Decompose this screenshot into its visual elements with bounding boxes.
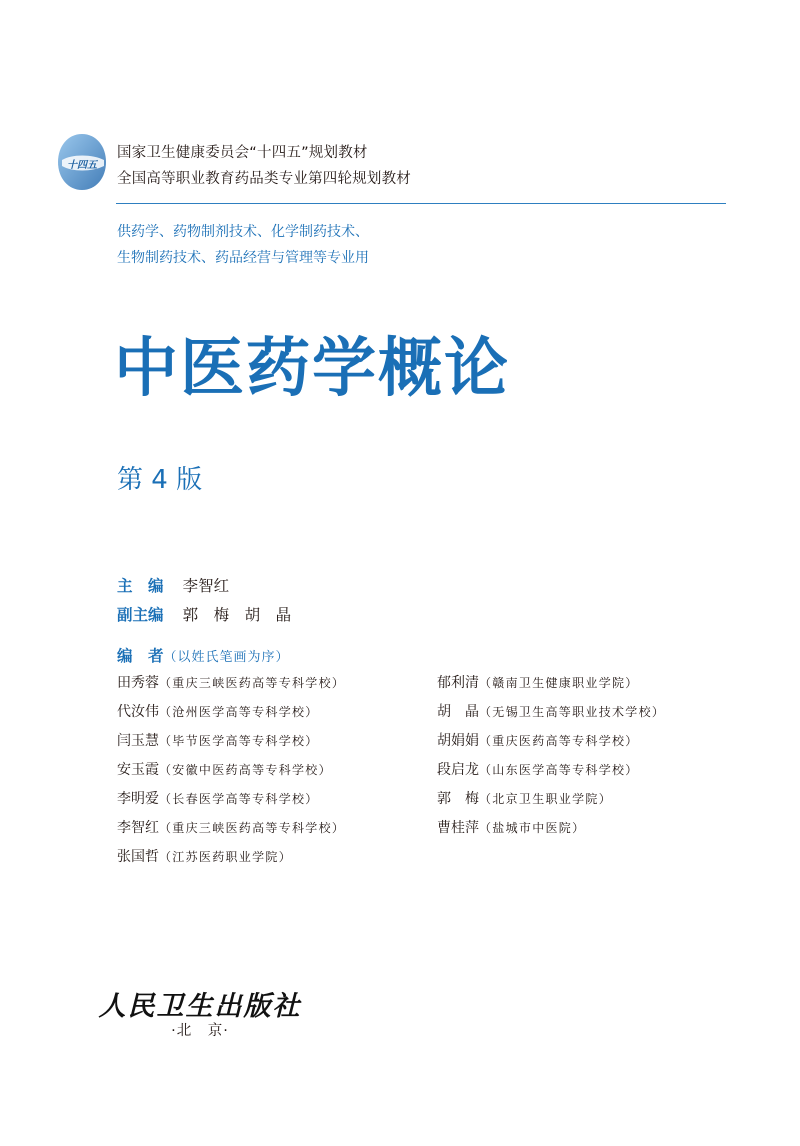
editor-name: 段启龙 bbox=[437, 762, 479, 778]
list-item bbox=[437, 759, 665, 788]
editor-name: 胡 晶 bbox=[437, 704, 479, 720]
list-item bbox=[117, 817, 345, 846]
editor-name: 安玉霞 bbox=[117, 762, 159, 778]
list-item bbox=[437, 701, 665, 730]
book-title: 中医药学概论 bbox=[114, 332, 510, 406]
editor-institution: （安徽中医药高等专科学校） bbox=[159, 763, 332, 777]
editors-right-column bbox=[437, 672, 665, 846]
list-item bbox=[117, 701, 345, 730]
editor-institution: （沧州医学高等专科学校） bbox=[159, 705, 319, 719]
editors-order-note: （以姓氏笔画为序） bbox=[163, 650, 290, 665]
edition: 第 4 版 bbox=[117, 465, 203, 495]
chief-editor-name: 李智红 bbox=[182, 577, 230, 595]
editor-institution: （重庆三峡医药高等专科学校） bbox=[159, 821, 346, 835]
chief-editor-row bbox=[117, 574, 229, 596]
editor-institution: （重庆三峡医药高等专科学校） bbox=[159, 676, 346, 690]
editor-name: 李明爱 bbox=[117, 791, 159, 807]
usage-line-1: 供药学、药物制剂技术、化学制药技术、 bbox=[117, 224, 369, 240]
emblem-text: 十四五 bbox=[67, 160, 97, 171]
editor-institution: （无锡卫生高等职业技术学校） bbox=[479, 705, 666, 719]
usage-line-2: 生物制药技术、药品经营与管理等专业用 bbox=[117, 250, 369, 266]
list-item bbox=[117, 846, 345, 875]
header-divider bbox=[116, 203, 726, 204]
editor-name: 田秀蓉 bbox=[117, 675, 159, 691]
editor-name: 代汝伟 bbox=[117, 704, 159, 720]
associate-editor-names: 郭 梅 胡 晶 bbox=[182, 606, 292, 624]
editors-label: 编 者 bbox=[117, 647, 164, 665]
publisher-city: ·北 京· bbox=[171, 1023, 229, 1039]
editor-institution: （盐城市中医院） bbox=[479, 821, 586, 835]
editor-name: 闫玉慧 bbox=[117, 733, 159, 749]
list-item bbox=[437, 672, 665, 701]
editor-name: 张国哲 bbox=[117, 849, 159, 865]
editors-left-column bbox=[117, 672, 345, 875]
editor-institution: （北京卫生职业学院） bbox=[479, 792, 613, 806]
list-item bbox=[437, 730, 665, 759]
editor-institution: （赣南卫生健康职业学院） bbox=[479, 676, 639, 690]
editor-name: 曹桂萍 bbox=[437, 820, 479, 836]
editor-name: 郭 梅 bbox=[437, 791, 479, 807]
list-item bbox=[117, 672, 345, 701]
editors-heading bbox=[117, 644, 290, 666]
list-item bbox=[117, 730, 345, 759]
chief-editor-label: 主 编 bbox=[117, 577, 164, 595]
editor-institution: （毕节医学高等专科学校） bbox=[159, 734, 319, 748]
editor-institution: （江苏医药职业学院） bbox=[159, 850, 293, 864]
plan-emblem-icon bbox=[56, 132, 108, 192]
editor-name: 李智红 bbox=[117, 820, 159, 836]
editor-institution: （山东医学高等专科学校） bbox=[479, 763, 639, 777]
series-line-1: 国家卫生健康委员会“十四五”规划教材 bbox=[117, 145, 368, 161]
editor-institution: （长春医学高等专科学校） bbox=[159, 792, 319, 806]
publisher-logo: 人民卫生出版社 bbox=[98, 991, 302, 1022]
list-item bbox=[437, 817, 665, 846]
series-line-2: 全国高等职业教育药品类专业第四轮规划教材 bbox=[117, 171, 411, 187]
list-item bbox=[117, 788, 345, 817]
associate-editor-label: 副主编 bbox=[117, 606, 164, 624]
editor-institution: （重庆医药高等专科学校） bbox=[479, 734, 639, 748]
associate-editor-row bbox=[117, 603, 291, 625]
list-item bbox=[117, 759, 345, 788]
editor-name: 胡娟娟 bbox=[437, 733, 479, 749]
editor-name: 郁利清 bbox=[437, 675, 479, 691]
list-item bbox=[437, 788, 665, 817]
